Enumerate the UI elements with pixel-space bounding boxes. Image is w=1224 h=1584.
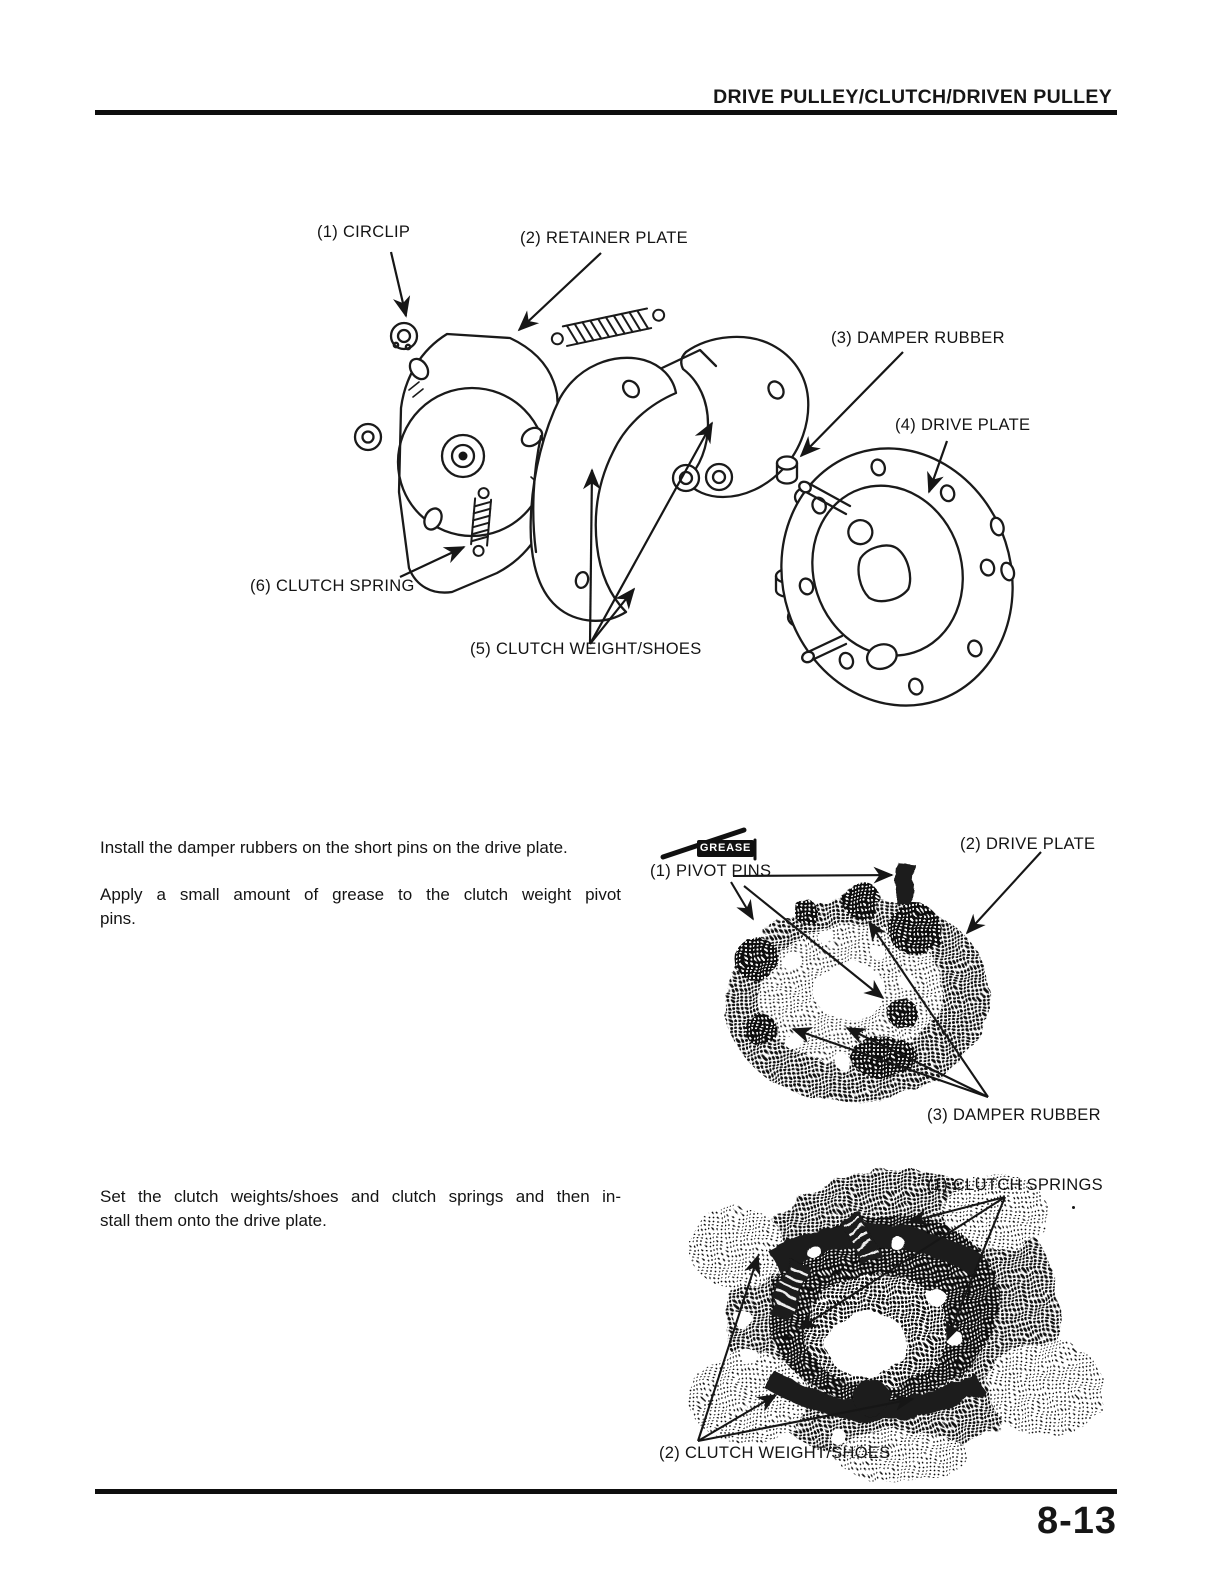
exploded-diagram (95, 200, 1135, 710)
circlip-part (391, 323, 417, 349)
photo1-label-damper-rubber: (3) DAMPER RUBBER (927, 1106, 1101, 1124)
photo2-label-clutch-springs: (1) CLUTCH SPRINGS (927, 1176, 1103, 1194)
washer-part (355, 424, 381, 450)
photo1-label-pivot-pins: (1) PIVOT PINS (650, 862, 772, 880)
print-speck (1072, 1206, 1075, 1209)
instruction-apply-grease-line2: pins. (100, 908, 136, 928)
photo2-label-clutch-weight-shoes: (2) CLUTCH WEIGHT/SHOES (659, 1444, 891, 1462)
instruction-set-clutch-weights (100, 1185, 621, 1233)
instruction-apply-grease-line1: Apply a small amount of grease to the clutch weight pivot (100, 885, 621, 904)
page-header-title: DRIVE PULLEY/CLUTCH/DRIVEN PULLEY (713, 86, 1112, 108)
clutch-spring-top-part (550, 305, 667, 348)
halftone-photo-drive-plate (715, 863, 1002, 1116)
instruction-apply-grease (100, 883, 621, 930)
grease-badge: GREASE (697, 840, 754, 857)
header-rule (95, 110, 1117, 115)
label-clutch-weight-shoes: (5) CLUTCH WEIGHT/SHOES (470, 640, 702, 658)
label-damper-rubber: (3) DAMPER RUBBER (831, 329, 1005, 347)
instruction-install-damper-rubbers: Install the damper rubbers on the short pins on the drive plate. (100, 838, 568, 857)
label-clutch-spring: (6) CLUTCH SPRING (250, 577, 415, 595)
photo-clutch-assembly (630, 1160, 1140, 1482)
footer-rule (95, 1489, 1117, 1494)
label-drive-plate: (4) DRIVE PLATE (895, 416, 1031, 434)
page-number: 8-13 (1036, 1500, 1117, 1542)
photo1-label-drive-plate: (2) DRIVE PLATE (960, 835, 1096, 853)
label-circlip: (1) CIRCLIP (317, 223, 411, 241)
label-retainer-plate: (2) RETAINER PLATE (520, 229, 688, 247)
instruction-set-clutch-weights-line1: Set the clutch weights/shoes and clutch springs and then in- (100, 1187, 621, 1206)
halftone-photo-clutch-assembly (688, 1153, 1104, 1482)
instruction-set-clutch-weights-line2: stall them onto the drive plate. (100, 1211, 327, 1230)
